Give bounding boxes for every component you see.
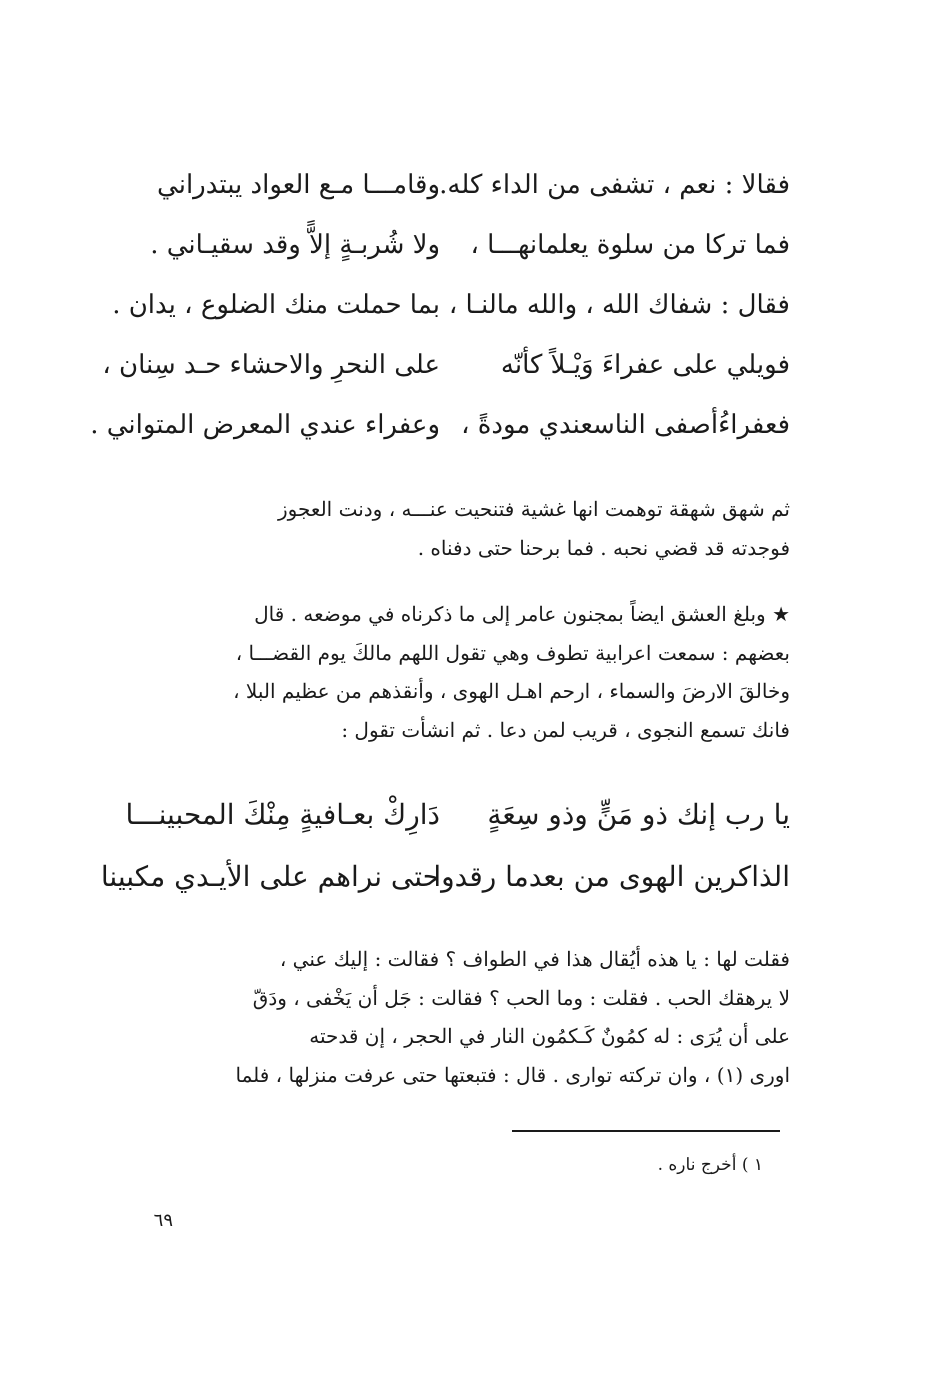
verse-line bbox=[110, 795, 790, 857]
hemistich-right: يا رب إنك ذو مَنٍّ وذو سِعَةٍ bbox=[487, 798, 790, 831]
text-line: ثم شهق شهقة توهمت انها غشية فتنحيت عنـــه ، ودنت العجوز bbox=[278, 497, 790, 521]
hemistich-left: وقامـــا مـع العواد يبتدراني bbox=[157, 170, 440, 200]
paragraph-1 bbox=[110, 490, 790, 567]
hemistich-left: بما حملت منك الضلوع ، يدان . bbox=[112, 290, 440, 320]
text-line: فقلت لها : يا هذه أيُقال هذا في الطواف ؟ فقالت : إليك عني ، bbox=[279, 947, 790, 971]
hemistich-right: فعفراءُأصفى الناسعندي مودةً ، bbox=[461, 410, 790, 440]
hemistich-left: على النحرِ والاحشاء حـد سِنان ، bbox=[102, 350, 440, 380]
text-line: اورى (١) ، وان تركته توارى . قال : فتبعتها حتى عرفت منزلها ، فلما bbox=[235, 1062, 790, 1087]
hemistich-left: وعفراء عندي المعرض المتواني . bbox=[90, 410, 440, 440]
page-number: ٦٩ bbox=[153, 1210, 173, 1231]
text-line: بعضهم : سمعت اعرابية تطوف وهي تقول اللهم مالكَ يوم القضـــا ، bbox=[235, 640, 790, 665]
poem-2 bbox=[100, 795, 790, 919]
verse-line bbox=[102, 345, 790, 405]
verse-line bbox=[110, 165, 790, 225]
text-line: فانك تسمع النجوى ، قريب لمن دعا . ثم انشأت تقول : bbox=[341, 717, 790, 742]
hemistich-left: دَارِكْ بعـافيةٍ مِنْكَ المحبينـــا bbox=[125, 798, 440, 831]
paragraph-2 bbox=[110, 595, 790, 749]
footnote-divider bbox=[512, 1130, 780, 1132]
verse-line bbox=[100, 857, 790, 919]
hemistich-left: حتى نراهم على الأيـدي مكبينا bbox=[100, 860, 440, 893]
verse-line bbox=[110, 225, 790, 285]
verse-line bbox=[110, 285, 790, 345]
hemistich-right: فقالا : نعم ، تشفى من الداء كله. bbox=[439, 170, 790, 200]
footnote: ١ ) أخرج ناره . bbox=[657, 1155, 763, 1175]
hemistich-right: فويلي على عفراءَ وَيْـلاً كأنّه bbox=[500, 350, 790, 380]
text-line: فوجدته قد قضي نحبه . فما برحنا حتى دفناه . bbox=[417, 535, 790, 560]
hemistich-left: ولا شُربـةٍ إلاًّ وقد سقيـاني . bbox=[150, 230, 440, 260]
hemistich-right: فقال : شفاك الله ، والله مالنـا ، bbox=[448, 290, 790, 320]
paragraph-3 bbox=[110, 940, 790, 1094]
hemistich-right: الذاكرين الهوى من بعدما رقدوا bbox=[433, 860, 790, 893]
text-line: لا يرهقك الحب . فقلت : وما الحب ؟ فقالت : جَل أن يَخْفى ، ودَقّ bbox=[252, 985, 790, 1010]
text-line: وخالقَ الارضَ والسماء ، ارحم اهـل الهوى ، وأنقذهم من عظيم البلا ، bbox=[233, 679, 790, 703]
verse-line bbox=[90, 405, 790, 465]
poem-1 bbox=[90, 165, 790, 465]
hemistich-right: فما تركا من سلوة يعلمانهـــا ، bbox=[470, 230, 790, 260]
text-line: على أن يُرَى : له كمُونٌ كَـكمُون النار في الحجر ، إن قدحته bbox=[309, 1024, 790, 1048]
text-line: ★ وبلغ العشق ايضاً بمجنون عامر إلى ما ذكرناه في موضعه . قال bbox=[254, 602, 790, 626]
